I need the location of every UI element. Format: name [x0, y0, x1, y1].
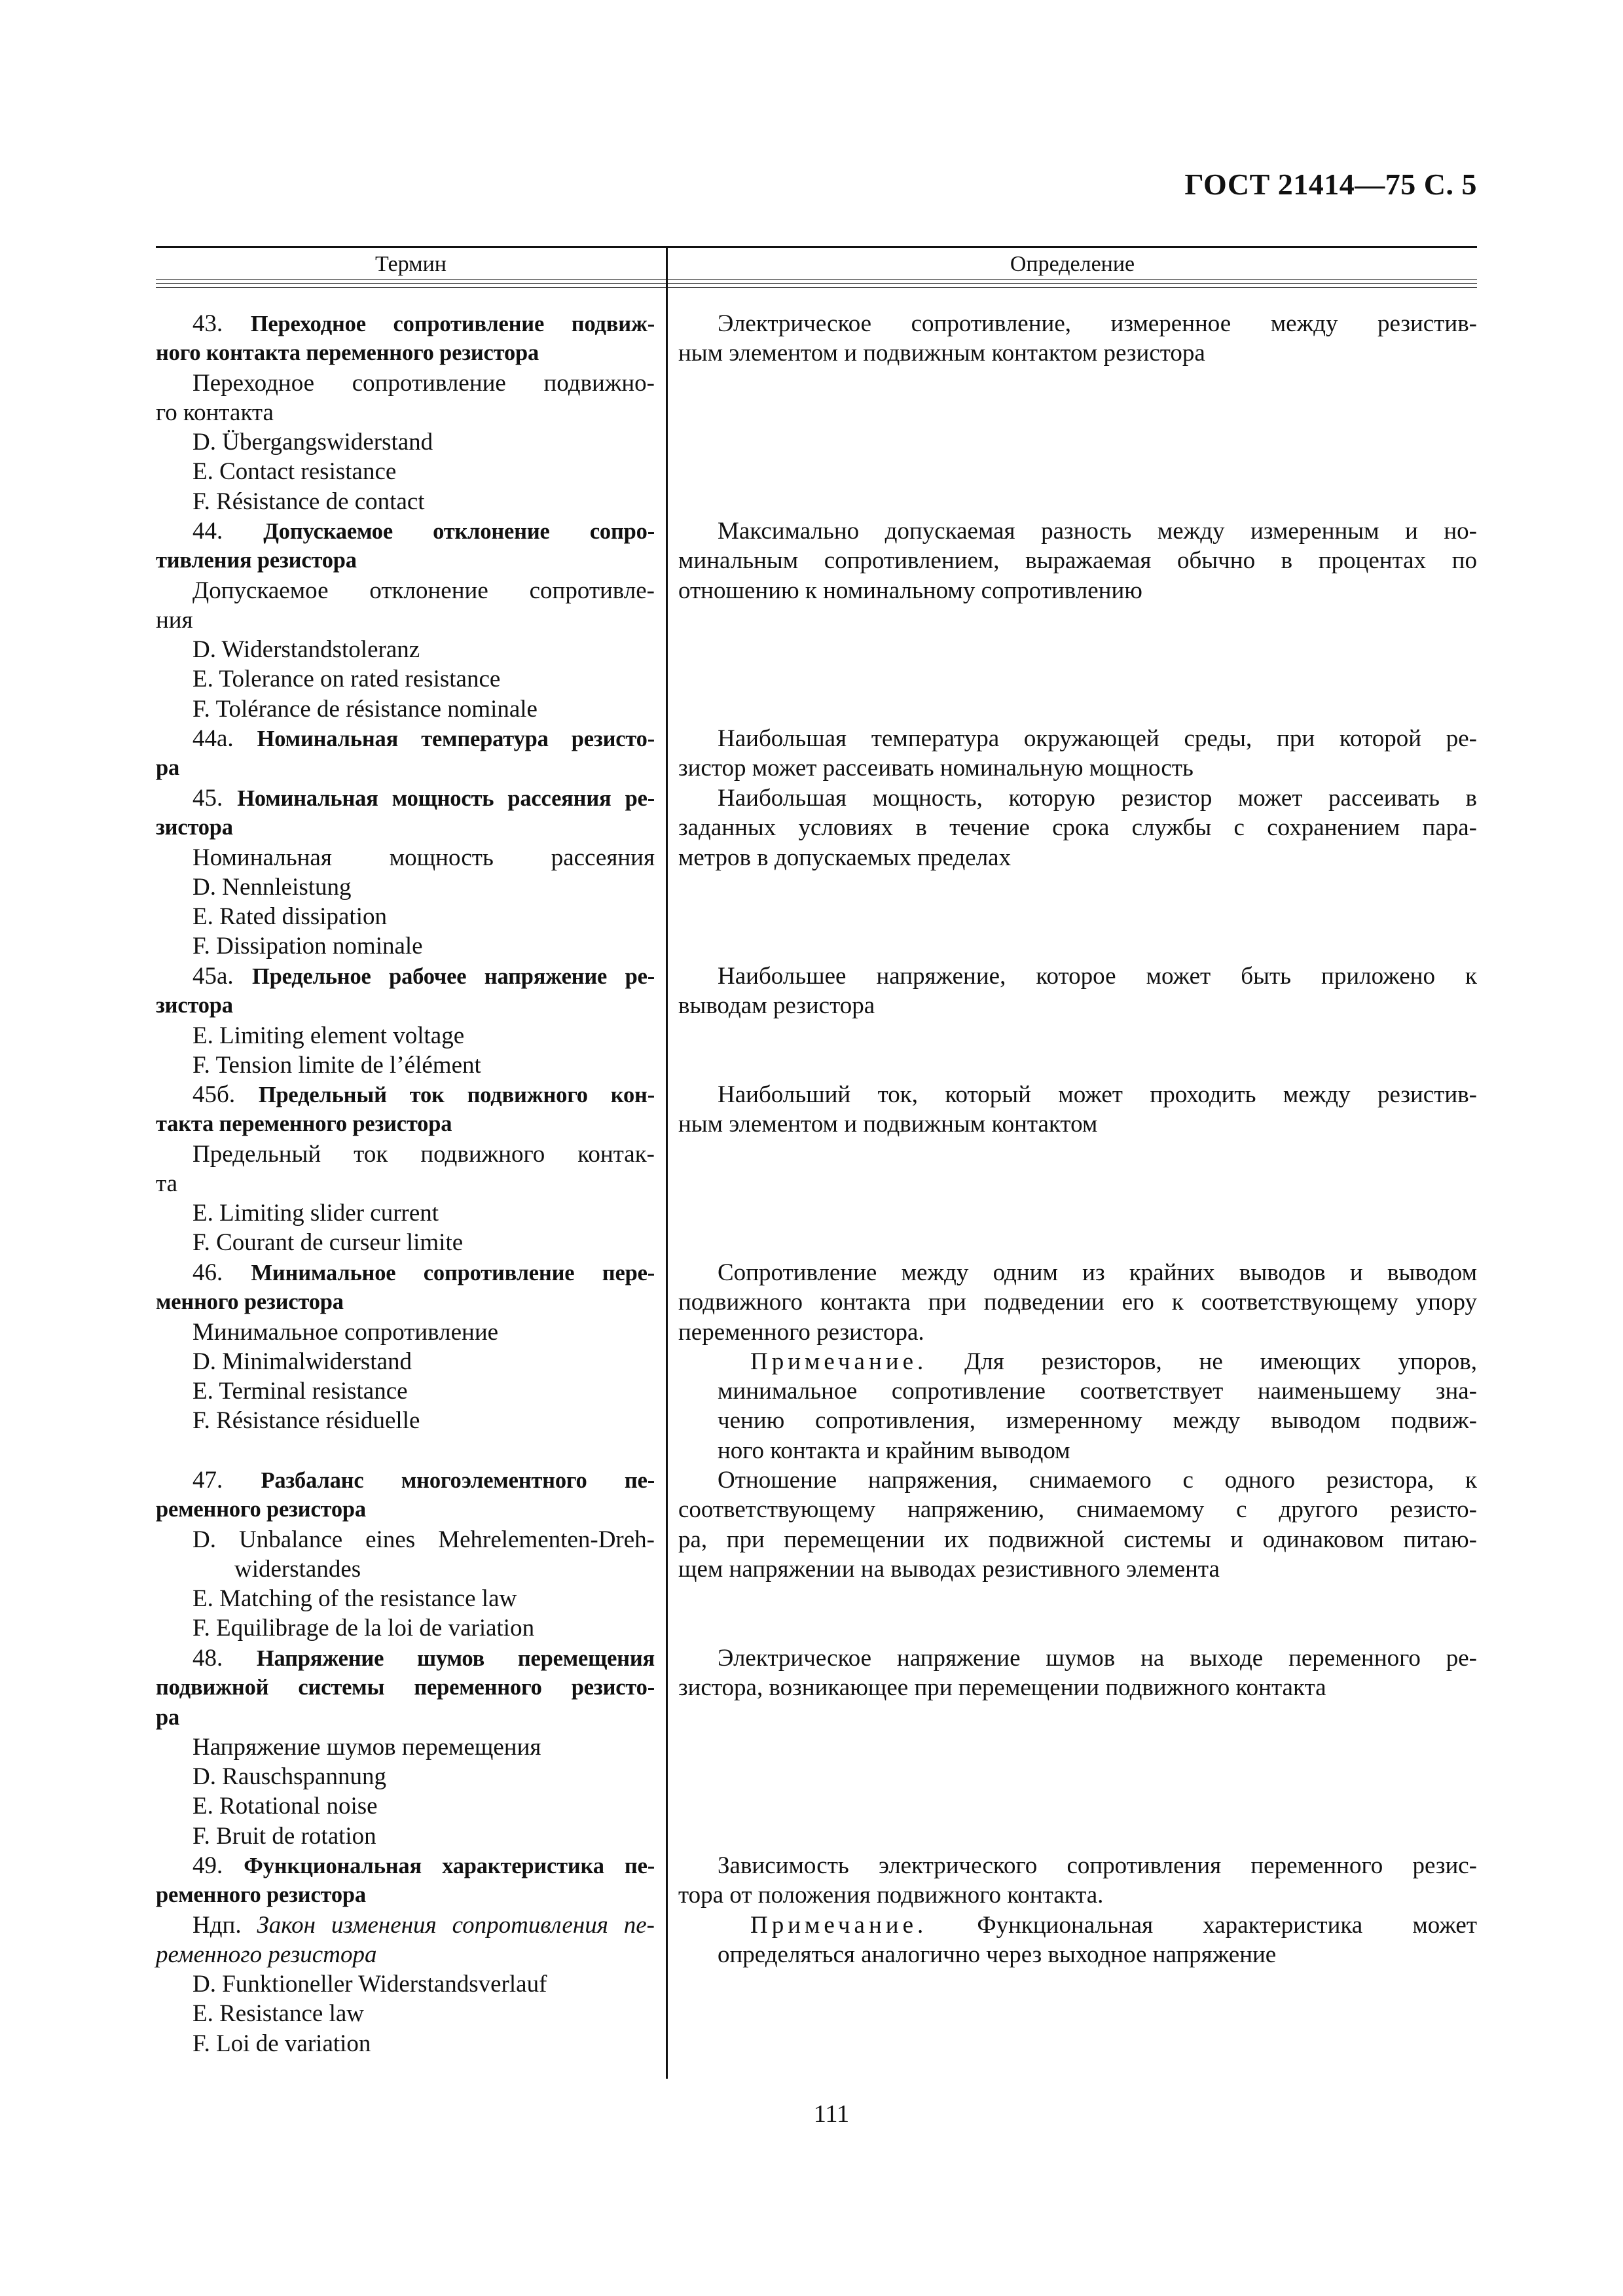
header-rule — [156, 279, 1477, 280]
term-title: Переходное сопротивление подвиж- — [250, 312, 655, 336]
term-title: Предельный ток подвижного кон- — [258, 1083, 655, 1107]
definition-49: Зависимость электрического сопротивления переменного резис- тора от положения подвижного контакта. Примечание. Функциональная характеристика может определяться аналогично через выходное напряжение — [678, 1851, 1477, 1969]
term-foreign-fr: F. Résistance résiduelle — [192, 1407, 420, 1435]
term-title: ременного резистора — [156, 1497, 366, 1522]
term-synonym: та — [156, 1170, 178, 1197]
column-divider — [666, 246, 668, 2079]
definition-48: Электрическое напряжение шумов на выходе переменного ре- зистора, возникающее при перемещении подвижного контакта — [678, 1645, 1477, 1702]
definition-note: определяться аналогично через выходное напряжение — [718, 1941, 1277, 1968]
term-title: подвижной системы переменного резисто- — [156, 1675, 655, 1700]
header-rule — [156, 283, 1477, 284]
term-48: 48. Напряжение шумов перемещения подвижной системы переменного резисто- ра Напряжение шумов перемещения D. Rauschspannung E. Rotational noise F. Bruit de rotation — [156, 1643, 655, 1851]
term-foreign-en: E. Resistance law — [192, 2000, 364, 2028]
definition-43: Электрическое сопротивление, измеренное между резистив- ным элементом и подвижным контактом резистора — [678, 310, 1477, 367]
term-synonym: Напряжение шумов перемещения — [192, 1733, 541, 1761]
page-header: ГОСТ 21414—75 С. 5 — [1184, 168, 1477, 201]
term-foreign-de: D. Rauschspannung — [192, 1763, 386, 1791]
term-deprecated: Закон изменения сопротивления пе- — [257, 1911, 655, 1939]
term-foreign-en: E. Terminal resistance — [192, 1378, 408, 1405]
definition-44: Максимально допускаемая разность между измеренным и но- минальным сопротивлением, выражаемая обычно в процентах по отношению к номинальному сопротивлению — [678, 518, 1477, 604]
term-44a: 44а. Номинальная температура резисто- ра — [156, 724, 655, 783]
term-title: ременного резистора — [156, 1882, 366, 1908]
definition-46: Сопротивление между одним из крайних выводов и выводом подвижного контакта при подведении его к соответствующему упору переменного резистора. Примечание. Для резисторов, не имеющих упоров, минимальное сопротивление соответствует наименьшему зна- чению сопротивления, измеренному между выводом подвиж- ного контакта и крайним выводом — [678, 1258, 1477, 1465]
term-title: Минимальное сопротивление пере- — [251, 1261, 655, 1285]
term-foreign-en: E. Tolerance on rated resistance — [192, 666, 501, 693]
term-43: 43. Переходное сопротивление подвиж- ного контакта переменного резистора Переходное сопротивление подвижно- го контакта D. Übergangswiderstand E. Contact resistance F. Résistance de contact — [156, 309, 655, 516]
column-header-term: Термин — [375, 252, 447, 276]
term-foreign-en: E. Rotational noise — [192, 1793, 378, 1820]
column-header-definition: Определение — [1010, 252, 1135, 276]
term-foreign-fr: F. Loi de variation — [192, 2030, 371, 2057]
term-49: 49. Функциональная характеристика пе- ременного резистора Ндп. Закон изменения сопротивления пе- ременного резистора D. Funktioneller Widerstandsverlauf E. Resistance law F. Loi de variation — [156, 1851, 655, 2058]
term-title: такта переменного резистора — [156, 1111, 452, 1137]
term-foreign-en: E. Contact resistance — [192, 458, 397, 486]
definition-note: чению сопротивления, измеренному между выводом подвиж- — [718, 1407, 1477, 1435]
term-foreign-en: E. Limiting slider current — [192, 1200, 439, 1227]
page-number: 111 — [813, 2100, 850, 2128]
term-foreign-fr: F. Equilibrage de la loi de variation — [192, 1615, 535, 1642]
term-synonym: го контакта — [156, 399, 274, 426]
term-foreign-de: D. Widerstandstoleranz — [192, 636, 420, 664]
definition-44a: Наибольшая температура окружающей среды, при которой ре- зистор может рассеивать номинальную мощность — [678, 725, 1477, 782]
term-foreign-de: D. Minimalwiderstand — [192, 1348, 412, 1375]
term-foreign-fr: F. Résistance de contact — [192, 488, 425, 515]
definition-47: Отношение напряжения, снимаемого с одного резистора, к соответствующему напряжению, снимаемому с другого резисто- ра, при перемещении их подвижной системы и одинаковом питаю- щем напряжении на выводах резистивного элемента — [678, 1467, 1477, 1583]
definition-45a: Наибольшее напряжение, которое может быть приложено к выводам резистора — [678, 963, 1477, 1020]
term-foreign-fr: F. Bruit de rotation — [192, 1822, 376, 1850]
term-foreign-en: E. Rated dissipation — [192, 903, 387, 931]
term-synonym: Минимальное сопротивление — [192, 1318, 499, 1346]
term-foreign-fr: F. Courant de curseur limite — [192, 1229, 464, 1257]
term-foreign-de: D. Funktioneller Widerstandsverlauf — [192, 1971, 547, 1998]
term-title: ра — [156, 1704, 180, 1730]
term-foreign-de: widerstandes — [234, 1555, 361, 1583]
term-title: Допускаемое отклонение сопро- — [263, 519, 655, 544]
definition-note: минимальное сопротивление соответствует наименьшему зна- — [718, 1378, 1477, 1405]
term-title: Напряжение шумов перемещения — [256, 1646, 655, 1671]
term-title: зистора — [156, 815, 233, 840]
term-title: Номинальная мощность рассеяния ре- — [237, 786, 655, 811]
term-title: Предельное рабочее напряжение ре- — [251, 964, 655, 989]
term-45b: 45б. Предельный ток подвижного кон- такта переменного резистора Предельный ток подвижного контак- та E. Limiting slider current F. Courant de curseur limite — [156, 1080, 655, 1258]
term-title: менного резистора — [156, 1289, 344, 1315]
term-foreign-de: D. Übergangswiderstand — [192, 429, 433, 456]
term-45: 45. Номинальная мощность рассеяния ре- зистора Номинальная мощность рассеяния D. Nennleistung E. Rated dissipation F. Dissipation nominale — [156, 783, 655, 961]
term-title: Функциональная характеристика пе- — [244, 1854, 655, 1878]
table-top-rule — [156, 246, 1477, 248]
term-foreign-en: E. Matching of the resistance law — [192, 1585, 517, 1613]
term-synonym: Переходное сопротивление подвижно- — [192, 369, 655, 397]
term-46: 46. Минимальное сопротивление пере- менного резистора Минимальное сопротивление D. Minimalwiderstand E. Terminal resistance F. Résistance résiduelle — [156, 1258, 655, 1436]
definition-45b: Наибольший ток, который может проходить между резистив- ным элементом и подвижным контактом — [678, 1081, 1477, 1138]
header-rule — [156, 287, 1477, 288]
term-foreign-fr: F. Dissipation nominale — [192, 933, 423, 960]
term-45a: 45а. Предельное рабочее напряжение ре- зистора E. Limiting element voltage F. Tension limite de l’élément — [156, 961, 655, 1080]
term-title: тивления резистора — [156, 548, 357, 573]
term-deprecated: ременного резистора — [156, 1941, 377, 1968]
term-foreign-de: D. Nennleistung — [192, 873, 352, 901]
term-title: ного контакта переменного резистора — [156, 340, 539, 366]
term-foreign-de: D. Unbalance eines Mehrelementen-Dreh- — [192, 1526, 655, 1553]
term-foreign-fr: F. Tolérance de résistance nominale — [192, 695, 538, 723]
term-47: 47. Разбаланс многоэлементного пе- ременного резистора D. Unbalance eines Mehrelementen-Dreh- widerstandes E. Matching of the resistance law F. Equilibrage de la loi de variation — [156, 1465, 655, 1643]
definition-note: Примечание. Для резисторов, не имеющих упоров, — [750, 1348, 1477, 1375]
term-title: зистора — [156, 993, 233, 1018]
definition-45: Наибольшая мощность, которую резистор может рассеивать в заданных условиях в течение срока службы с сохранением пара- метров в допускаемых пределах — [678, 785, 1477, 871]
term-synonym: Допускаемое отклонение сопротивле- — [192, 577, 655, 604]
term-title: Разбаланс многоэлементного пе- — [261, 1468, 655, 1493]
term-foreign-fr: F. Tension limite de l’élément — [192, 1051, 481, 1079]
term-44: 44. Допускаемое отклонение сопро- тивления резистора Допускаемое отклонение сопротивле- ния D. Widerstandstoleranz E. Tolerance on rated resistance F. Tolérance de résistance nominale — [156, 516, 655, 724]
term-synonym: ния — [156, 606, 193, 634]
term-synonym: Номинальная мощность рассеяния — [192, 844, 655, 871]
definition-note: Примечание. Функциональная характеристика может — [750, 1911, 1477, 1939]
term-synonym: Предельный ток подвижного контак- — [192, 1140, 655, 1168]
definition-note: ного контакта и крайним выводом — [718, 1437, 1070, 1464]
term-title: Номинальная температура резисто- — [257, 726, 655, 751]
term-title: ра — [156, 755, 180, 781]
term-foreign-en: E. Limiting element voltage — [192, 1022, 465, 1049]
